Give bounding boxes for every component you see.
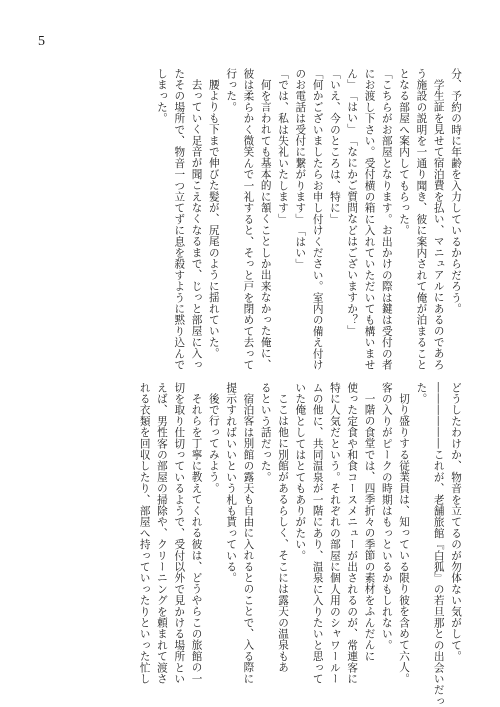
- text-line: 提示すればいいという札も貰っている。: [225, 382, 238, 584]
- text-line: のお電話は受付に繋がります」: [294, 68, 307, 225]
- page-number: 5: [38, 34, 45, 49]
- text-line: 「何かございましたらお申し付けください。室内の備え付け: [311, 68, 324, 371]
- text-line: 腰よりも下まで伸びた髪が、尻尾のように揺れていた。: [207, 78, 220, 359]
- text-line: 「はい」: [294, 224, 307, 270]
- text-line: 使った定食や和食コースメニューが出されるのが、常連客に: [346, 382, 359, 685]
- text-line: どうしたわけか、物音を立てるのが勿体ない気がして。: [450, 382, 462, 662]
- text-line: いた俺としてはとてもありがたい。: [294, 382, 307, 562]
- text-line: ん」: [346, 68, 359, 91]
- text-line: 切り盛りする従業員は、知っている限り彼を含めて六人。: [398, 392, 411, 684]
- text-line: 学生証を見せて宿泊費を払い、マニュアルにあるのであろ: [432, 78, 445, 370]
- text-line: 彼は柔らかく微笑んで一礼すると、そっと戸を閉めて去って: [242, 68, 255, 371]
- text-line: にお渡し下さい。受付横の箱に入れていただいても構いませ: [363, 68, 376, 371]
- text-line: 「はい」: [346, 90, 359, 136]
- text-line: れる衣類を回収したり、部屋へ持っていったりといった忙し: [138, 382, 151, 685]
- text-line: 何を言われても基本的に頷くことしか出来なかった俺に、: [259, 78, 272, 370]
- text-line: 「なにかご質問などはございますか？」: [346, 135, 359, 337]
- text-line: 一階の食堂では、四季折々の季節の素材をふんだんに: [363, 392, 376, 662]
- text-line: 宿泊客は別館の露天も自由に入れるとのことで、入る際に: [242, 392, 255, 684]
- text-line: ムの他に、共同温泉が一階にあり、温泉に入りたいと思って: [311, 382, 324, 685]
- text-line: 切を取り仕切っているようで、受付以外で見かける場所とい: [173, 382, 186, 685]
- text-line: う施設の説明を一通り聞き、彼に案内されて俺が泊まること: [415, 68, 428, 371]
- text-line: 後で行ってみよう。: [207, 392, 220, 494]
- text-line: 行った。: [225, 68, 238, 113]
- text-line: た。: [415, 382, 428, 405]
- lower-text-column: [49, 382, 464, 707]
- text-line: たその場所で、物音一つ立てずに息を殺すように黙り込んで: [173, 68, 186, 371]
- text-line: 特に人気だという。それぞれの部屋に個人用のシャワールー: [328, 382, 341, 685]
- text-line: 去っていく足音が聞こえなくなるまで、じっと部屋に入っ: [190, 78, 203, 370]
- upper-text-column: [49, 68, 464, 371]
- text-line: るという話だった。: [259, 382, 272, 483]
- text-line: ――――――これが、老舗旅館『白狐』の若旦那との出会いだっ: [432, 382, 445, 707]
- text-line: えば、男性客の部屋の掃除や、クリーニングを頼まれて渡さ: [155, 382, 168, 685]
- text-line: 「こちらがお部屋となります。お出かけの際は鍵は受付の者: [380, 68, 393, 371]
- text-line: それらを丁寧に教えてくれる彼は、どうやらこの旅館の一: [190, 392, 203, 684]
- text-line: 分、予約の時に年齢を入力しているからだろう。: [450, 68, 462, 315]
- text-line: 客の入りがピークの時期はもっといるかもしれない。: [380, 382, 393, 651]
- text-line: しまった。: [155, 68, 168, 124]
- text-line: 「では、私は失礼いたします」: [277, 68, 290, 225]
- text-line: 「いえ、今のところは、特に」: [328, 68, 341, 225]
- text-line: ここは他に別館があるらしく、そこには露天の温泉もあ: [277, 392, 290, 673]
- text-line: となる部屋へ案内してもらった。: [398, 68, 411, 236]
